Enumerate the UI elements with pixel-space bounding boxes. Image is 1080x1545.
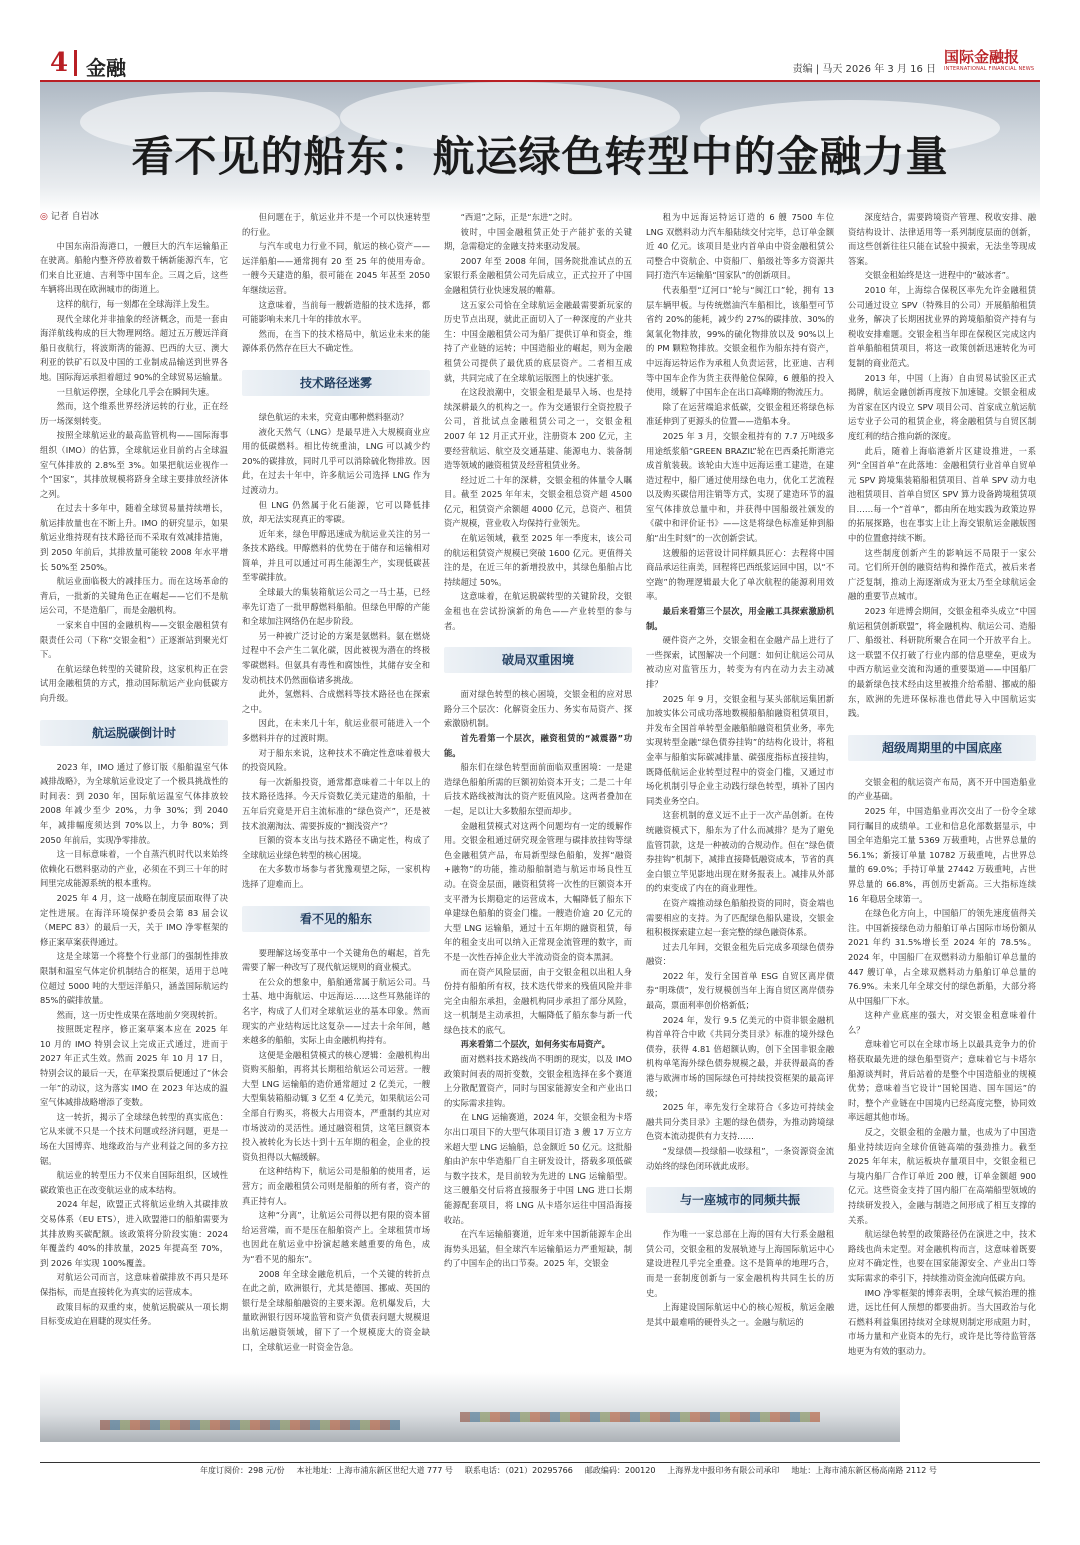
paragraph: 这便是金融租赁模式的核心逻辑：金融机构出资购买船舶，再将其长期租给航运公司运营。一艘大型 LNG 运输船的造价通常超过 2 亿美元，一艘大型集装箱船动辄 3 亿至 4 亿美元，如果航运公司全部自行购买，将极大占用资本，严重制约其应对市场波动的灵活性。通过融资租赁，这笔巨额资本投入被转化为长达十到十五年期的租金，企业的投资负担得以大幅缓解。 — [242, 1049, 430, 1162]
paragraph: 在航运领域，截至 2025 年一季度末，该公司的航运租赁资产规模已突破 1600 亿元。更值得关注的是，在近三年的新增投放中，其绿色船舶占比持续超过 50%。 — [444, 533, 632, 587]
paragraph: 航运业的转型压力不仅来自国际组织，区域性碳政策也正在改变航运业的成本结构。 — [40, 1170, 228, 1195]
paragraph: 经过近二十年的深耕，交银金租的体量令人瞩目。截至 2025 年年末，交银金租总资产超 4500 亿元，租赁资产余额超 4000 亿元，总资产、租赁资产规模，营业收入均保持行业领先。 — [444, 474, 632, 529]
paragraph: 另一种被广泛讨论的方案是氨燃料。氨在燃烧过程中不会产生二氧化碳，因此被视为潜在的终极零碳燃料。但氨具有毒性和腐蚀性，其储存安全和发动机技术仍然面临诸多挑战。 — [242, 630, 430, 685]
paragraph: 代表船型“辽河口”轮与“闽江口”轮，拥有 13 层车辆甲板。与传统燃油汽车船相比，该船型可节省约 20%的能耗，减少约 27%的碳排放、30%的氮氧化物排放，99%的硫化物排放以及 90%以上的 PM 颗粒物排放。交银金租作为船东持有资产，中远海运特运作为承租人负责运营，比亚迪、吉利等中国车企作为货主获得舱位保障，6 艘船的投入使用，缓解了中国车企在出口高峰期的物流压力。 — [646, 284, 834, 398]
paragraph-lead: 最后来看第三个层次，用金融工具探索激励机制。 — [646, 606, 834, 631]
paragraph: 但问题在于，航运业并不是一个可以快速转型的行业。 — [242, 212, 430, 237]
footer-price: 年度订阅价：298 元/份 — [200, 1466, 285, 1475]
paragraph: “西退”之际，正是“东进”之时。 — [460, 212, 578, 222]
newspaper-logo-en: INTERNATIONAL FINANCIAL NEWS — [944, 66, 1035, 72]
paragraph: 上海建设国际航运中心的核心短板，航运金融是其中最难啃的硬骨头之一。金融与航运的 — [646, 1302, 834, 1327]
paragraph: 反之，交银金租的金融力量，也成为了中国造船业持续迈向全球价值链高端的强劲推力。截至 2025 年年末，航运板块存量项目中，交银金租已与境内船厂合作订单近 200 艘，订单金额超 900 亿元。这些资金支持了国内船厂在高端船型领域的持续研发投入，金融与制造之间形成了相互支撑的关系。 — [848, 1127, 1036, 1225]
byline-text: 记者 自岩冰 — [50, 212, 99, 222]
section-subhead: 技术路径迷雾 — [242, 370, 430, 396]
paragraph: 2024 年，发行 9.5 亿美元的中资非银金融机构首单符合中欧《共同分类目录》标准的境外绿色债券，获得 4.81 倍超额认购，创下全国非银金融机构单笔海外绿色债券规模之最，并获得最高的香港与欧洲市场的国际绿色可持续投资框架的最高评级； — [646, 1014, 834, 1098]
page-number: 4 — [50, 50, 77, 76]
headline: 看不见的船东：航运绿色转型中的金融力量 — [131, 132, 949, 181]
paragraph: 2025 年 3 月，交银金租持有的 7.7 万吨级多用途纸浆船“GREEN BRAZIL”轮在巴西桑托斯港完成首航装载。该轮由大连中远海运重工建造，在建造过程中，船厂通过使用绿色电力，优化工艺流程以及购买碳信用注销等方式，实现了建造环节的温室气体排放总量中和，并获得中国船级社颁发的《碳中和评价证书》——这是将绿色标准延伸到船舶“出生时刻”的一次创新尝试。 — [646, 430, 834, 544]
column-3 — [444, 210, 632, 1455]
paragraph: 彼时，中国金融租赁正处于产能扩张的关键期，急需稳定的金融支持来驱动发展。 — [444, 226, 632, 252]
section-subhead: 与一座城市的同频共振 — [646, 1187, 834, 1213]
paragraph: 在大多数市场参与者犹豫观望之际，一家机构选择了迎难而上。 — [242, 864, 430, 889]
paragraph: 这意味着，在航运脱碳转型的关键阶段，交银金租也在尝试扮演新的角色——产业转型的参与者。 — [444, 591, 632, 631]
paragraph: 这种“分离”，让航运公司得以把有限的资本留给运营端，而不是压在船舶资产上。全球租赁市场也因此在航运业中扮演起越来越重要的角色，成为“看不见的船东”。 — [242, 1210, 430, 1264]
paragraph: 2007 年至 2008 年间，国务院批准试点的五家银行系金融租赁公司先后成立，正式拉开了中国金融租赁行业快速发展的帷幕。 — [444, 255, 632, 295]
section-subhead: 破局双重困境 — [444, 647, 632, 673]
paragraph: 面对燃料技术路线尚不明朗的现实，以及 IMO 政策时间表的周折变数，交银金租选择在多个赛道上分散配置资产，同时与国家能源安全和产业出口的实际需求挂钩。 — [444, 1054, 632, 1108]
byline-marker-icon: ◎ — [40, 212, 48, 222]
paragraph: “发绿债—投绿船—收绿租”，一条资源资金流动始终的绿色闭环就此成形。 — [646, 1146, 834, 1171]
paragraph: 在绿色化方向上，中国船厂的领先速度值得关注。中国新接绿色动力船舶订单占国际市场份额从 2021 年约 31.5%增长至 2024 年的 78.5%。2024 年，中国船厂在双燃料动力船舶订单总量的 447 艘订单，占全球双燃料动力船舶订单总量的 76.9%。未来几年全球交付的绿色新船，大部分将从中国船厂下水。 — [848, 908, 1036, 1006]
paragraph-lead: 再来看第二个层次，如何务实布局资产。 — [460, 1039, 610, 1050]
paragraph: 此后，随着上海临港新片区建设推进，一系列“全国首单”在此落地：金融租赁行业首单自贸单元 SPV 跨境集装箱船租赁项目、首单 SPV 动力电池租赁项目、首单自贸区 SPV 算力设备跨境租赁项目……每一个“首单”，都由所在地实践为政策边界的拓展探路，也在事实上让上海交银航运金融版图中的位置愈持续不断。 — [848, 445, 1036, 544]
paragraph: 2022 年，发行全国首单 ESG 自贸区离岸债券“明珠债”，发行规模创当年上海自贸区离岸债券最高，票面利率创价格新低； — [646, 970, 834, 1011]
paragraph: 政策目标的双重约束，使航运脱碳从一项长期目标变成迫在眉睫的现实任务。 — [40, 1301, 228, 1327]
paragraph: 航运绿色转型的政策路径仍在演进之中，技术路线也尚未定型。对金融机构而言，这意味着既要应对不确定性，也要在国家能源安全、产业出口等实际需求的牵引下，持续推动资金流向低碳方向。 — [848, 1229, 1036, 1283]
footer-printer: 上海界龙中报印务有限公司承印 — [667, 1466, 780, 1475]
paragraph: 2025 年 9 月，交银金租与某头部航运集团新加坡实体公司成功落地数模船船舶融资租赁项目，并发布全国首单转型金融船舶融资租赁业务，率先实现转型金融“绿色债券挂钩”的结构化设计，将租金率与船舶实际碳减排量、碳强度指标直接挂钩，既降低航运企业转型过程中的资金门槛，又通过市场化机制引导企业主动践行绿色转型，填补了国内同类业务空白。 — [646, 693, 834, 806]
paragraph: 2023 年进博会期间，交银金租牵头成立“中国航运租赁创新联盟”，将金融机构、航运公司、造船厂、船级社、科研院所聚合在同一个开放平台上。这一联盟不仅打破了行业内部的信息壁垒，更成为中西方航运业交流和沟通的重要渠道——中国船厂的最新绿色技术经由这里被推介给希腊、挪威的船东，欧洲的先进环保标准也借此导入中国航运实践。 — [848, 606, 1036, 719]
paragraph: 面对绿色转型的核心困境，交银金租的应对思路分三个层次：化解资金压力、务实布局资产、探索激励机制。 — [444, 689, 632, 729]
newspaper-logo-cn: 国际金融报 — [944, 48, 1020, 66]
paragraph: 这艘船的运营设计同样颇具匠心：去程将中国商品承运往南美，回程将巴西纸浆运回中国，以“不空跑”的物理逻辑最大化了单次航程的能源利用效率。 — [646, 547, 834, 602]
paragraph: 金融租赁模式对这两个问题均有一定的缓解作用。交银金租通过研究现金管理与碳排放挂钩等绿色金融租赁产品，布局新型绿色船舶，发挥“融资+融物”的功能，推动船舶制造与航运市场良性互动。在资金层面，融资租赁将一次性的巨额资本开支平滑为长期稳定的运营成本，大幅降低了船东下单建绿色船舶的资金门槛。一艘造价逾 20 亿元的大型 LNG 运输船，通过十五年期的融资租赁，每年的租金支出可以纳入正常现金流管理的数字，而不是一次性吞掉企业大半流动资金的资本黑洞。 — [444, 820, 632, 962]
paragraph: 这五家公司恰在全球航运金融最需要新玩家的历史节点出现，就此正面切入了一种深度的产业共生：中国金融租赁公司为船厂提供订单和资金，维持了产业链的运转；中国造船业的崛起，则为金融租赁公司提供了最优质的底层资产。二者相互成就，共同完成了在全球航运版图上的快速扩张。 — [444, 299, 632, 383]
paragraph: 航运业面临极大的减排压力。而在这场革命的背后，一批新的关键角色正在崛起——它们不是航运公司，不是造船厂，而是金融机构。 — [40, 576, 228, 616]
section-subhead: 看不见的船东 — [242, 906, 430, 932]
paragraph: 2008 年全球金融危机后，一个关键的转折点在此之前，欧洲银行，尤其是德国、挪威、英国的银行是全球船舶融资的主要来源。危机爆发后，大量欧洲银行因环境监管和资产负债表问题大规模退出航运融资领域，留下了一个规模庞大的资金缺口，全球航运业一时资金告急。 — [242, 1268, 430, 1352]
paragraph: 对于船东来说，这种技术不确定性意味着极大的投资风险。 — [242, 747, 430, 773]
section-name: 金融 — [86, 56, 126, 80]
paragraph: 在这段浪潮中，交银金租是最早入场、也是持续深耕最久的机构之一。作为交通银行全资控股子公司，首批试点金融租赁公司之一，交银金租 2007 年 12 月正式开业，注册资本 200 亿元，主要经营航运、航空及交通基建、能源电力、装备制造等领域的融资租赁及经营租赁业务。 — [444, 387, 632, 471]
footer-printer-address: 地址：上海市浦东新区杨高南路 2112 号 — [791, 1466, 937, 1475]
paragraph: 在 LNG 运输赛道，2024 年，交银金租为卡塔尔出口项目下的大型气体项目订造 3 艘 17 万立方米超大型 LNG 运输船，总金额近 50 亿元。这批船舶由沪东中华造船厂自主研发设计，搭载多项低碳与数字技术，是目前较为先进的 LNG 运输船型。这三艘船交付后将直接服务于中国 LNG 进口长期能源配套项目，将 LNG 从卡塔尔运往中国沿海接收站。 — [444, 1112, 632, 1225]
paragraph: 全球最大的集装箱航运公司之一马士基，已经率先订造了一批甲醇燃料船舶。但绿色甲醇的产能和全球加注网络仍在起步阶段。 — [242, 587, 430, 627]
paragraph-lead: 首先看第一个层次，融资租赁的“减震器”功能。 — [444, 733, 632, 758]
article-body — [40, 210, 1040, 1455]
paragraph: 在航运绿色转型的关键阶段，这家机构正在尝试用金融租赁的方式，推动国际航运产业向低碳方向升级。 — [40, 663, 228, 703]
paragraph: 2010 年，上海综合保税区率先允许金融租赁公司通过设立 SPV（特殊目的公司）开展船舶租赁业务，解决了长期困扰业界的跨境船舶资产持有与税收安排难题。交银金租当年即在保税区完成这内首单船舶租赁项目，将这一政策创新迅速转化为可复制的商业范式。 — [848, 284, 1036, 368]
paragraph: 这一目标意味着，一个自蒸汽机时代以来始终依赖化石燃料驱动的产业，必须在不到三十年的时间里完成能源系统的根本重构。 — [40, 849, 228, 889]
paragraph: 租为中远海运特运订造的 6 艘 7500 车位 LNG 双燃料动力汽车船陆续交付完毕，总订单金额近 40 亿元。该项目是业内首单由中资金融租赁公司整合中资航企、中资船厂、船级社等多方资源共同打造汽车运输船“国家队”的创新项目。 — [646, 212, 834, 281]
footer-postcode: 邮政编码：200120 — [584, 1466, 656, 1475]
paragraph: 交银金租始终是这一进程中的“破冰者”。 — [864, 270, 1015, 281]
paragraph: IMO 净零框架的博弈表明，全球气候治理的推进，远比任何人预想的都要曲折。当大国政治与化石燃料利益集团持续对全球规则制定形成阻力时，市场力量和产业资本的先行，或许是比等待监管落地更为有效的驱动力。 — [848, 1287, 1036, 1356]
paragraph: 在过去十多年中，随着全球贸易量持续增长，航运排放量也在不断上升。IMO 的研究显示，如果航运业维持现有技术路径而不采取有效减排措施，到 2050 年前后，其排放量可能较 2008 年水平增长 50%至 250%。 — [40, 503, 228, 572]
paragraph: 深度结合，需要跨境资产管理、税收安排、融资结构设计、法律适用等一系列制度层面的创新，而这些创新往往只能在试验中摸索，无法坐等现成答案。 — [848, 212, 1036, 266]
paragraph: 在资产端推动绿色船舶投资的同时，资金端也需要相应的支持。为了匹配绿色船队建设，交银金租积极探索建立起一套完整的绿色融资体系。 — [646, 897, 834, 938]
paragraph: 按照全球航运业的最高监管机构——国际海事组织（IMO）的估算，全球航运业目前约占全球温室气体排放的 2.8%至 3%。如果把航运业视作一个“国家”，其排放规模将跻身全球主要排放经济体之列。 — [40, 430, 228, 499]
column-2 — [242, 210, 430, 1455]
paragraph: 对航运公司而言，这意味着碳排放不再只是环保指标，而是直接转化为真实的运营成本。 — [40, 1272, 228, 1297]
paragraph: 作为唯一一家总部在上海的国有大行系金融租赁公司，交银金租的发展轨迹与上海国际航运中心建设进程几乎完全重叠。这不是简单的地理巧合，而是一套制度创新与一家金融机构共同生长的历史。 — [646, 1229, 834, 1298]
paragraph: 2024 年起，欧盟正式将航运业纳入其碳排放交易体系（EU ETS），进入欧盟港口的船舶需要为其排放购买碳配额。该政策将分阶段实施：2024 年覆盖约 40%的排放量，2025 年提高至 70%，到 2026 年实现 100%覆盖。 — [40, 1199, 228, 1268]
paragraph: 2013 年，中国（上海）自由贸易试验区正式揭牌，航运金融创新再度按下加速键。交银金租成为首家在区内设立 SPV 项目公司、首家成立航运航运专业子公司的租赁企业，将金融租赁与自贸区制度红利的结合推向新的深度。 — [848, 372, 1036, 441]
paragraph: 在公众的想象中，船舶通常属于航运公司。马士基、地中海航运、中远海运……这些耳熟能详的名字，构成了人们对全球航运业的基本印象。然而现实的产业结构远比这复杂——过去十余年间，越来越多的船舶，实际上由金融机构持有。 — [242, 976, 430, 1046]
section-subhead: 超级周期里的中国底座 — [848, 735, 1036, 761]
paragraph: 要理解这场变革中一个关键角色的崛起，首先需要了解一种改写了现代航运规则的商业模式。 — [242, 947, 430, 973]
paragraph: 这是全球第一个将整个行业部门的强制性排放限制和温室气体定价机制结合的框架，适用于总吨位超过 5000 吨的大型远洋船只，涵盖国际航运约 85%的碳排放量。 — [40, 951, 228, 1006]
footer-phone: 联系电话：（021）20295766 — [464, 1466, 573, 1475]
paragraph: 在汽车运输船赛道，近年来中国新能源车企出海势头迅猛，但全球汽车运输船运力严重短缺，制约了中国车企的出口节奏。2025 年，交银金 — [444, 1229, 632, 1269]
byline — [40, 210, 228, 225]
masthead — [40, 46, 1040, 82]
paragraph: 然而，这个维系世界经济运转的行业，正在经历一场深刻转变。 — [40, 401, 228, 426]
column-1 — [40, 210, 228, 1455]
paragraph: 这一转折，揭示了全球绿色转型的真实底色：它从来就不只是一个技术问题或经济问题，更是一场在大国博弈、地缘政治与产业利益之间的多方拉锯。 — [40, 1111, 228, 1166]
paragraph: 硬件资产之外，交银金租在金融产品上进行了一些探索，试图解决一个问题：如何让航运公司从被动应对监管压力，转变为有内在动力去主动减排？ — [646, 635, 834, 689]
paragraph: 现代全球化并非抽象的经济概念，而是一套由海洋航线构成的巨大物理网络。超过五万艘远洋商船日夜航行，将波斯湾的能源、巴西的大豆、澳大利亚的铁矿石以及中国的工业制成品输送到世界各地。国际海运承担着超过 90%的全球贸易运输量。 — [40, 313, 228, 382]
section-subhead: 航运脱碳倒计时 — [40, 720, 228, 746]
paragraph: 2025 年 4 月，这一战略在制度层面取得了决定性进展。在海洋环境保护委员会第 83 届会议（MEPC 83）的最后一天，关于 IMO 净零框架的修正案草案获得通过。 — [40, 892, 228, 947]
paragraph: 此外，氢燃料、合成燃料等技术路径也在探索之中。 — [242, 689, 430, 714]
paragraph: 因此，在未来几十年，航运业很可能进入一个多燃料并存的过渡时期。 — [242, 718, 430, 743]
footer-address: 本社地址：上海市浦东新区世纪大道 777 号 — [296, 1466, 453, 1475]
paragraph: 这意味着，当前每一艘新造船的技术选择，都可能影响未来几十年的排放水平。 — [242, 299, 430, 325]
paragraph: 巨额的资本支出与技术路径不确定性，构成了全球航运业绿色转型的核心困境。 — [242, 835, 430, 860]
paragraph: 但 LNG 仍然属于化石能源，它可以降低排放，却无法实现真正的零碳。 — [242, 499, 430, 525]
paragraph: 每一次新船投资，通常都意味着二十年以上的技术路径选择。今天斥资数亿美元建造的船舶，十五年后究竟是开启主流标准的“绿色资产”，还是被技术浪潮淘汰、需要拆废的“搁浅资产”？ — [242, 776, 430, 831]
paragraph: 中国东南沿海港口，一艘巨大的汽车运输船正在驶离。船舱内整齐停放着数千辆新能源汽车，它们来自比亚迪、吉利等中国车企。三周之后，这些车辆将出现在欧洲城市的街道上。 — [40, 240, 228, 295]
paragraph: 近年来，绿色甲醇迅速成为航运业关注的另一条技术路线。甲醇燃料的优势在于储存和运输相对简单，并且可以通过可再生能源生产，实现低碳甚至零碳排放。 — [242, 528, 430, 583]
paragraph: 这套机制的意义远不止于一次产品创新。在传统融资模式下，船东为了什么而减排？是为了避免监管罚款，这是一种被动的合规动作。但在“绿色债券挂钩”机制下，减排直接降低融资成本，节省的真金白银立竿见影地出现在财务报表上。减排从外部的约束变成了内在的商业理性。 — [646, 810, 834, 894]
paragraph: 然而，在当下的技术格局中，航运业未来的能源体系仍然存在巨大不确定性。 — [242, 328, 430, 354]
paragraph: 2025 年，率先发行全球符合《多边可持续金融共同分类目录》主题的绿色债券，为推动跨境绿色资本流动提供有力支持…… — [646, 1102, 834, 1142]
paragraph: 一家来自中国的金融机构——交银金融租赁有限责任公司（下称“交银金租”）正逐渐站到聚光灯下。 — [40, 620, 228, 660]
newspaper-logo — [944, 49, 1040, 77]
paragraph: 然而，这一历史性成果在落地前夕突现转折。 — [56, 1009, 223, 1020]
paragraph: 意味着它可以在全球市场上以最具竞争力的价格获取最先进的绿色船型资产；意味着它与卡塔尔船源谈判时，背后站着的是整个中国造船业的规模优势；意味着当它设计“国轮国造、国车国运”的时，整个产业链在中国境内已经高度完整，协同效率远超其他市场。 — [848, 1039, 1036, 1123]
paragraph: 这样的航行，每一刻都在全球海洋上发生。 — [56, 298, 215, 309]
footer — [40, 1462, 1040, 1478]
column-5 — [848, 210, 1036, 1455]
paragraph: 液化天然气（LNG）是最早进入大规模商业应用的低碳燃料。相比传统重油，LNG 可以减少约 20%的碳排放，同时几乎可以消除硫化物排放。因此，在过去十年中，许多航运公司选择 LNG 作为过渡动力。 — [242, 426, 430, 495]
paragraph: 船东们在绿色转型面前面临双重困境：一是建造绿色船舶所需的巨额初始资本开支；二是二十年后技术路线被淘汰的资产贬值风险。这两者叠加在一起，足以让大多数船东望而却步。 — [444, 762, 632, 816]
paragraph: 除了在运营端追求低碳，交银金租还将绿色标准延伸到了更源头的位置——造船本身。 — [646, 401, 834, 427]
paragraph: 2025 年，中国造船业再次交出了一份令全球同行瞩目的成绩单。工业和信息化部数据显示，中国全年造船完工量 5369 万载重吨，占世界总量的 56.1%；新接订单量 10782 万载重吨，占世界总量的 69.0%；手持订单量 27442 万载重吨，占世界总量的 66.8%，再创历史新高。三大指标连续 16 年稳居全球第一。 — [848, 805, 1036, 904]
paragraph: 这种产业底座的强大，对交银金租意味着什么？ — [848, 1010, 1036, 1035]
paragraph: 一旦航运停摆，全球化几乎会在瞬间失速。 — [56, 386, 215, 397]
paragraph: 按照既定程序，修正案草案本应在 2025 年 10 月的 IMO 特别会议上完成正式通过，进而于 2027 年正式生效。然而 2025 年 10 月 17 日，特别会议的最后一天，在草案投票后便通过了“休会一年”的动议，这为落实 IMO 在 2023 年达成的温室气体减排战略增添了变数。 — [40, 1024, 228, 1108]
paragraph: 交银金租的航运资产布局，离不开中国造船业的产业基础。 — [848, 776, 1036, 802]
paragraph: 而在资产风险层面，由于交银金租以出租人身份持有船舶所有权，技术迭代带来的残值风险并非完全由船东承担，金融机构同步承担了部分风险，这一机制是主动承担，大幅降低了船东参与新一代绿色技术的底气。 — [444, 966, 632, 1035]
paragraph: 与汽车或电力行业不同，航运的核心资产——远洋船舶——通常拥有 20 至 25 年的使用寿命。一艘今天建造的船，很可能在 2045 年甚至 2050 年继续运营。 — [242, 241, 430, 295]
paragraph: 这些制度创新产生的影响远不局限于一家公司。它们所开创的融资结构和操作范式，被后来者广泛复制，推动上海逐渐成为亚太乃至全球航运金融的重要节点城市。 — [848, 547, 1036, 602]
paragraph: 2023 年，IMO 通过了修订版《船舶温室气体减排战略》，为全球航运业设定了一个极具挑战性的时间表：到 2030 年，国际航运温室气体排放较 2008 年减少至少 20%，力争 30%；到 2040 年，减排幅度须达到 70%以上，力争 80%；到 2050 年前后，实现净零排放。 — [40, 761, 228, 845]
paragraph: 绿色航运的未来，究竟由哪种燃料驱动？ — [258, 411, 408, 422]
column-4 — [646, 210, 834, 1455]
edition-info: 责编 | 马天 2026 年 3 月 16 日 — [792, 64, 936, 75]
paragraph: 在这种结构下，航运公司是船舶的使用者，运营方；而金融租赁公司则是船舶的所有者，资产的真正持有人。 — [242, 1166, 430, 1206]
paragraph: 过去几年间，交银金租先后完成多项绿色债券融资： — [646, 941, 834, 967]
